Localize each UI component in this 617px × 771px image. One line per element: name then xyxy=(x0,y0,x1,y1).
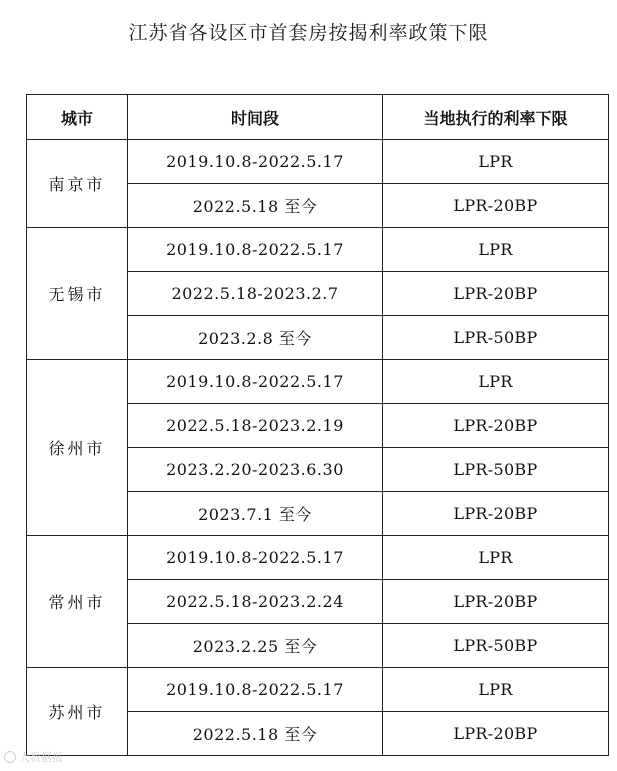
period-cell: 2022.5.18 至今 xyxy=(128,184,383,228)
weibo-logo-icon xyxy=(4,751,16,763)
period-cell: 2022.5.18-2023.2.19 xyxy=(128,404,383,448)
page-title: 江苏省各设区市首套房按揭利率政策下限 xyxy=(128,22,489,44)
table-row xyxy=(27,140,609,184)
header-row xyxy=(27,95,609,140)
rate-floor-cell: LPR xyxy=(383,360,609,404)
period-cell: 2022.5.18 至今 xyxy=(128,712,383,756)
rate-floor-cell: LPR xyxy=(383,668,609,712)
watermark xyxy=(4,749,63,765)
period-cell: 2019.10.8-2022.5.17 xyxy=(128,228,383,272)
period-cell: 2019.10.8-2022.5.17 xyxy=(128,536,383,580)
rate-floor-cell: LPR-20BP xyxy=(383,712,609,756)
table-header xyxy=(27,95,609,140)
column-header-city: 城市 xyxy=(27,95,128,140)
period-cell: 2023.2.25 至今 xyxy=(128,624,383,668)
rate-floor-cell: LPR-20BP xyxy=(383,404,609,448)
rate-floor-cell: LPR-20BP xyxy=(383,492,609,536)
period-cell: 2019.10.8-2022.5.17 xyxy=(128,668,383,712)
table-row xyxy=(27,360,609,404)
rate-floor-cell: LPR-50BP xyxy=(383,624,609,668)
city-cell: 南京市 xyxy=(27,140,128,228)
period-cell: 2023.7.1 至今 xyxy=(128,492,383,536)
period-cell: 2019.10.8-2022.5.17 xyxy=(128,360,383,404)
rate-floor-cell: LPR-20BP xyxy=(383,580,609,624)
watermark-text: 大数据报 xyxy=(19,751,63,764)
column-header-period: 时间段 xyxy=(128,95,383,140)
city-cell: 苏州市 xyxy=(27,668,128,756)
rate-floor-cell: LPR-50BP xyxy=(383,316,609,360)
table-row xyxy=(27,228,609,272)
table-body xyxy=(27,140,609,756)
rate-floor-cell: LPR xyxy=(383,536,609,580)
period-cell: 2022.5.18-2023.2.24 xyxy=(128,580,383,624)
city-cell: 徐州市 xyxy=(27,360,128,536)
city-cell: 无锡市 xyxy=(27,228,128,360)
period-cell: 2023.2.8 至今 xyxy=(128,316,383,360)
rate-floor-cell: LPR xyxy=(383,228,609,272)
rate-floor-cell: LPR-20BP xyxy=(383,184,609,228)
column-header-rate-floor: 当地执行的利率下限 xyxy=(383,95,609,140)
period-cell: 2023.2.20-2023.6.30 xyxy=(128,448,383,492)
rate-policy-table xyxy=(26,94,609,756)
period-cell: 2019.10.8-2022.5.17 xyxy=(128,140,383,184)
city-cell: 常州市 xyxy=(27,536,128,668)
rate-floor-cell: LPR xyxy=(383,140,609,184)
table-row xyxy=(27,536,609,580)
rate-floor-cell: LPR-20BP xyxy=(383,272,609,316)
period-cell: 2022.5.18-2023.2.7 xyxy=(128,272,383,316)
table-row xyxy=(27,668,609,712)
rate-floor-cell: LPR-50BP xyxy=(383,448,609,492)
